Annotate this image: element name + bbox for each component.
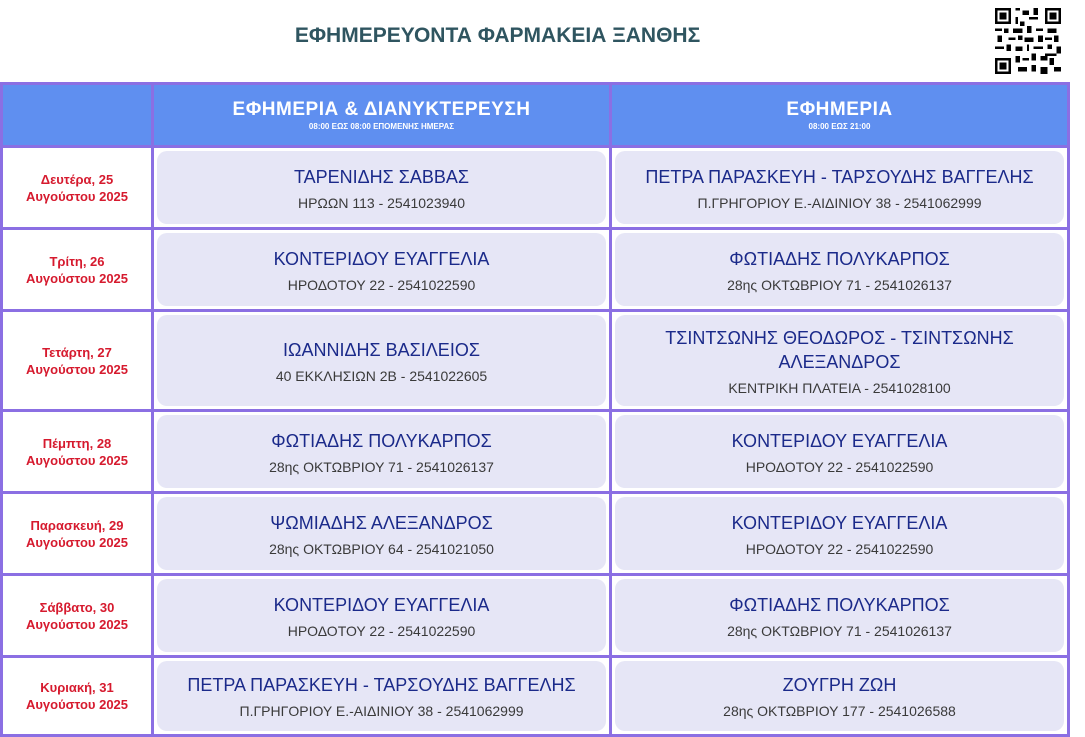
table-row: [3, 148, 1067, 227]
page-title: ΕΦΗΜΕΡΕΥΟΝΤΑ ΦΑΡΜΑΚΕΙΑ ΞΑΝΘΗΣ: [294, 24, 701, 47]
pharmacy-card[interactable]: [615, 151, 1064, 224]
header-subtitle: 08:00 ΕΩΣ 21:00: [808, 122, 871, 131]
night-duty-cell: [154, 312, 609, 409]
pharmacy-address: 28ης ΟΚΤΩΒΡΙΟΥ 71 - 2541026137: [727, 276, 952, 293]
header-subtitle: 08:00 ΕΩΣ 08:00 ΕΠΟΜΕΝΗΣ ΗΜΕΡΑΣ: [308, 122, 455, 131]
pharmacy-name: ΚΟΝΤΕΡΙΔΟΥ ΕΥΑΓΓΕΛΙΑ: [731, 430, 948, 451]
pharmacy-card[interactable]: [157, 497, 606, 570]
pharmacy-address: ΗΡΟΔΟΤΟΥ 22 - 2541022590: [287, 622, 476, 639]
day-label: Παρασκευή, 29: [30, 517, 124, 533]
pharmacy-card[interactable]: [615, 315, 1064, 406]
pharmacy-name: ΦΩΤΙΑΔΗΣ ΠΟΛΥΚΑΡΠΟΣ: [729, 248, 950, 269]
pharmacy-name: ΖΟΥΓΡΗ ΖΩΗ: [782, 675, 897, 695]
header-day-duty: [612, 85, 1067, 145]
header-night-duty: [154, 85, 609, 145]
pharmacy-schedule-table: [0, 82, 1070, 737]
table-row: [3, 230, 1067, 309]
pharmacy-name: ΚΟΝΤΕΡΙΔΟΥ ΕΥΑΓΓΕΛΙΑ: [731, 512, 948, 533]
month-label: Αυγούστου 2025: [25, 188, 129, 204]
table-row: [3, 494, 1067, 573]
pharmacy-name: ΙΩΑΝΝΙΔΗΣ ΒΑΣΙΛΕΙΟΣ: [283, 339, 480, 360]
day-duty-cell: [612, 658, 1067, 734]
pharmacy-address: 28ης ΟΚΤΩΒΡΙΟΥ 177 - 2541026588: [723, 703, 956, 719]
pharmacy-card[interactable]: [615, 579, 1064, 652]
pharmacy-name: ΦΩΤΙΑΔΗΣ ΠΟΛΥΚΑΡΠΟΣ: [729, 594, 950, 615]
date-cell: [3, 576, 151, 655]
table-row: [3, 658, 1067, 734]
pharmacy-name: ΤΣΙΝΤΣΩΝΗΣ ΘΕΟΔΩΡΟΣ - ΤΣΙΝΤΣΩΝΗΣ ΑΛΕΞΑΝΔΡΟΣ: [665, 327, 1014, 372]
pharmacy-name: ΦΩΤΙΑΔΗΣ ΠΟΛΥΚΑΡΠΟΣ: [271, 430, 492, 451]
header-blank: [3, 85, 151, 145]
pharmacy-card[interactable]: [615, 661, 1064, 731]
night-duty-cell: [154, 412, 609, 491]
pharmacy-card[interactable]: [615, 233, 1064, 306]
day-label: Πέμπτη, 28: [42, 435, 112, 451]
pharmacy-address: ΗΡΟΔΟΤΟΥ 22 - 2541022590: [287, 276, 476, 293]
night-duty-cell: [154, 576, 609, 655]
pharmacy-name: ΚΟΝΤΕΡΙΔΟΥ ΕΥΑΓΓΕΛΙΑ: [273, 594, 490, 615]
night-duty-cell: [154, 494, 609, 573]
day-label: Τρίτη, 26: [49, 253, 105, 269]
pharmacy-name: ΠΕΤΡΑ ΠΑΡΑΣΚΕΥΗ - ΤΑΡΣΟΥΔΗΣ ΒΑΓΓΕΛΗΣ: [187, 675, 576, 695]
month-label: Αυγούστου 2025: [25, 361, 129, 377]
date-cell: [3, 230, 151, 309]
day-duty-cell: [612, 312, 1067, 409]
day-label: Κυριακή, 31: [40, 680, 114, 695]
day-duty-cell: [612, 576, 1067, 655]
qr-code-icon[interactable]: [995, 8, 1061, 74]
day-duty-cell: [612, 494, 1067, 573]
pharmacy-card[interactable]: [157, 415, 606, 488]
month-label: Αυγούστου 2025: [25, 270, 129, 286]
date-cell: [3, 148, 151, 227]
pharmacy-address: Π.ΓΡΗΓΟΡΙΟΥ Ε.-ΑΙΔΙΝΙΟΥ 38 - 2541062999: [239, 703, 524, 719]
month-label: Αυγούστου 2025: [25, 452, 129, 468]
pharmacy-address: Π.ΓΡΗΓΟΡΙΟΥ Ε.-ΑΙΔΙΝΙΟΥ 38 - 2541062999: [697, 194, 982, 211]
date-cell: [3, 312, 151, 409]
date-cell: [3, 658, 151, 734]
day-label: Σάββατο, 30: [39, 599, 115, 615]
month-label: Αυγούστου 2025: [25, 697, 129, 712]
month-label: Αυγούστου 2025: [25, 616, 129, 632]
table-row: [3, 412, 1067, 491]
day-duty-cell: [612, 148, 1067, 227]
pharmacy-name: ΠΕΤΡΑ ΠΑΡΑΣΚΕΥΗ - ΤΑΡΣΟΥΔΗΣ ΒΑΓΓΕΛΗΣ: [645, 166, 1034, 187]
header-title: ΕΦΗΜΕΡΙΑ & ΔΙΑΝΥΚΤΕΡΕΥΣΗ: [232, 99, 531, 120]
day-duty-cell: [612, 412, 1067, 491]
header-title: ΕΦΗΜΕΡΙΑ: [786, 99, 893, 120]
pharmacy-name: ΨΩΜΙΑΔΗΣ ΑΛΕΞΑΝΔΡΟΣ: [270, 512, 493, 533]
pharmacy-card[interactable]: [157, 661, 606, 731]
day-duty-cell: [612, 230, 1067, 309]
night-duty-cell: [154, 658, 609, 734]
pharmacy-name: ΚΟΝΤΕΡΙΔΟΥ ΕΥΑΓΓΕΛΙΑ: [273, 248, 490, 269]
date-cell: [3, 412, 151, 491]
pharmacy-card[interactable]: [157, 579, 606, 652]
pharmacy-card[interactable]: [157, 315, 606, 406]
pharmacy-card[interactable]: [615, 497, 1064, 570]
day-label: Τετάρτη, 27: [42, 344, 112, 360]
day-label: Δευτέρα, 25: [40, 171, 114, 187]
pharmacy-address: ΗΡΟΔΟΤΟΥ 22 - 2541022590: [745, 540, 934, 557]
pharmacy-card[interactable]: [157, 151, 606, 224]
pharmacy-card[interactable]: [615, 415, 1064, 488]
table-row: [3, 312, 1067, 409]
pharmacy-address: ΗΡΩΩΝ 113 - 2541023940: [297, 194, 465, 211]
night-duty-cell: [154, 148, 609, 227]
pharmacy-address: ΚΕΝΤΡΙΚΗ ΠΛΑΤΕΙΑ - 2541028100: [728, 379, 951, 396]
pharmacy-card[interactable]: [157, 233, 606, 306]
pharmacy-address: 28ης ΟΚΤΩΒΡΙΟΥ 71 - 2541026137: [269, 458, 494, 475]
table-header-row: [3, 85, 1067, 145]
month-label: Αυγούστου 2025: [25, 534, 129, 550]
pharmacy-name: ΤΑΡΕΝΙΔΗΣ ΣΑΒΒΑΣ: [293, 166, 470, 187]
night-duty-cell: [154, 230, 609, 309]
pharmacy-address: 28ης ΟΚΤΩΒΡΙΟΥ 71 - 2541026137: [727, 622, 952, 639]
pharmacy-address: 40 ΕΚΚΛΗΣΙΩΝ 2Β - 2541022605: [275, 367, 488, 384]
pharmacy-address: 28ης ΟΚΤΩΒΡΙΟΥ 64 - 2541021050: [269, 540, 494, 557]
date-cell: [3, 494, 151, 573]
pharmacy-address: ΗΡΟΔΟΤΟΥ 22 - 2541022590: [745, 458, 934, 475]
table-row: [3, 576, 1067, 655]
